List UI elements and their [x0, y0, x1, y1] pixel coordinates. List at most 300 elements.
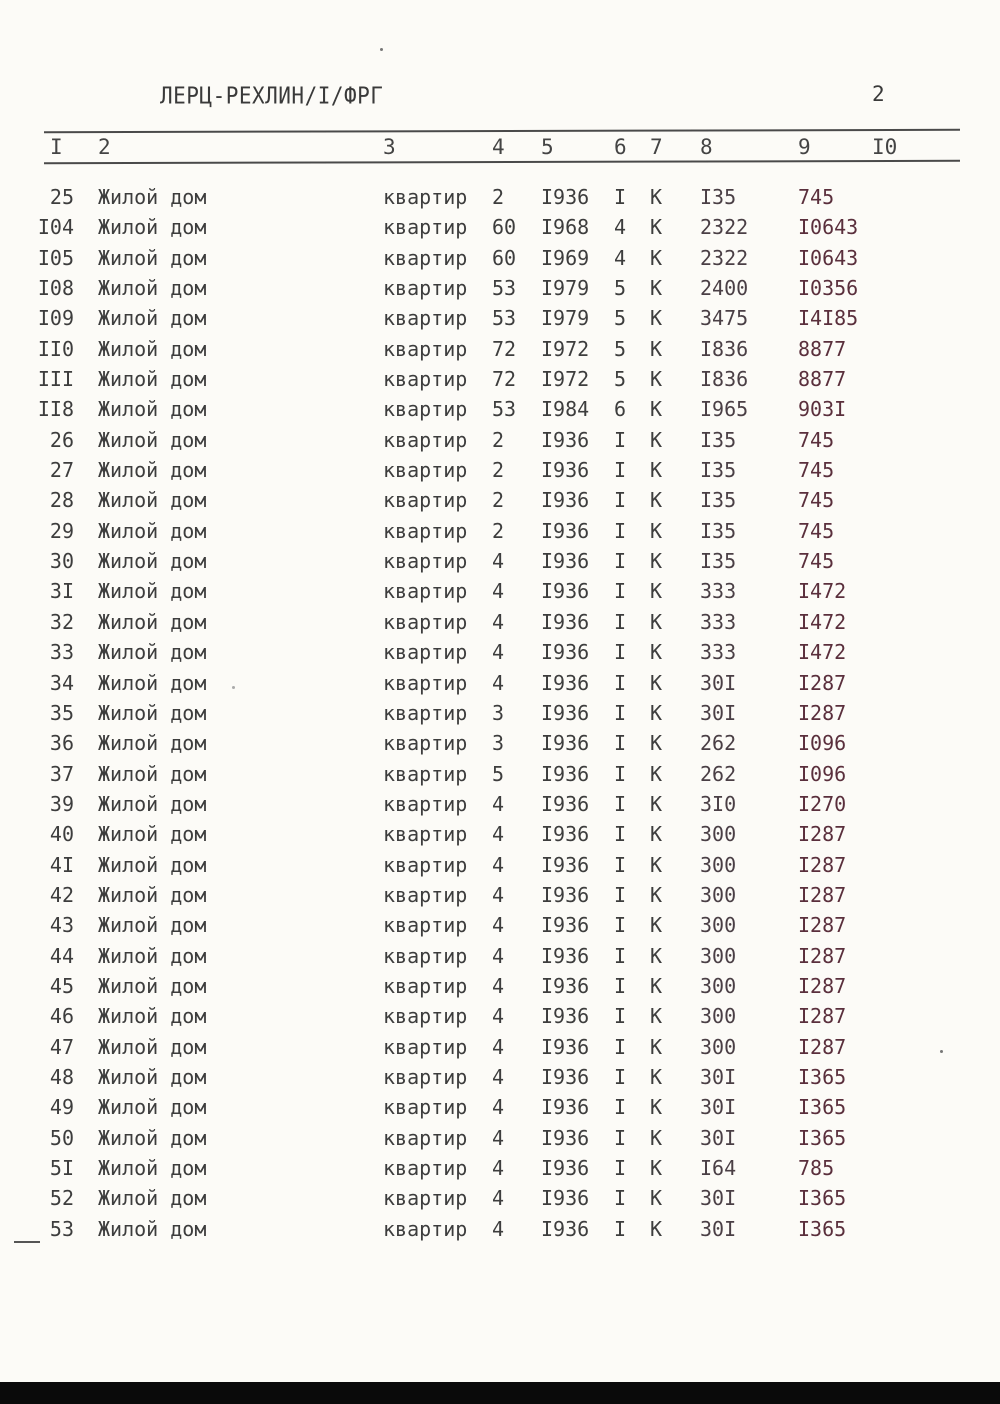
table-row [0, 671, 1000, 701]
unit-type: квартир [383, 488, 468, 513]
unit-type: квартир [383, 973, 468, 998]
apartment-count: 72 [492, 367, 517, 392]
floors: I [614, 1156, 627, 1180]
paper-speck [232, 686, 235, 689]
floors: I [614, 579, 627, 604]
volume-value: I0356 [798, 276, 859, 301]
paper-speck [940, 1050, 943, 1053]
floors: I [614, 1034, 627, 1059]
build-year: I936 [541, 1156, 590, 1180]
area-value: I35 [700, 488, 737, 513]
volume-value: I287 [798, 852, 847, 877]
unit-type: квартир [383, 609, 468, 634]
row-number: 33 [49, 640, 74, 665]
material-code: К [650, 397, 663, 422]
table-row [0, 913, 1000, 943]
floors: I [614, 852, 627, 877]
build-year: I936 [541, 943, 590, 968]
table-row [0, 822, 1000, 852]
area-value: 333 [700, 609, 737, 634]
volume-value: I365 [798, 1125, 847, 1150]
unit-type: квартир [383, 913, 468, 938]
volume-value: I0643 [798, 245, 859, 270]
apartment-count: 4 [492, 1156, 505, 1180]
area-value: I836 [700, 336, 749, 361]
apartment-count: 2 [492, 185, 505, 209]
building-name: Жилой дом [98, 670, 207, 695]
building-name: Жилой дом [98, 700, 207, 725]
floors: I [614, 882, 627, 907]
floors: I [614, 1095, 627, 1120]
volume-value: I287 [798, 1004, 847, 1029]
row-number: 5I [49, 1156, 74, 1180]
area-value: I35 [700, 549, 737, 574]
apartment-count: 4 [492, 973, 505, 998]
row-number: 52 [49, 1186, 74, 1211]
table-row [0, 1065, 1000, 1095]
floors: I [614, 943, 627, 968]
material-code: К [650, 1216, 663, 1241]
volume-value: I287 [798, 913, 847, 938]
area-value: 30I [700, 1186, 737, 1211]
row-number: 47 [49, 1034, 74, 1059]
unit-type: квартир [383, 1186, 468, 1211]
material-code: К [650, 852, 663, 877]
column-header-1: I [50, 135, 63, 159]
table-row [0, 579, 1000, 609]
floors: I [614, 761, 627, 786]
floors: I [614, 427, 627, 452]
unit-type: квартир [383, 1156, 468, 1180]
table-row [0, 549, 1000, 579]
build-year: I936 [541, 791, 590, 816]
area-value: 300 [700, 973, 737, 998]
material-code: К [650, 1125, 663, 1150]
area-value: 300 [700, 1034, 737, 1059]
table-row [0, 367, 1000, 397]
building-name: Жилой дом [98, 882, 207, 907]
material-code: К [650, 1156, 663, 1180]
row-number: 28 [49, 488, 74, 513]
row-number: 37 [49, 761, 74, 786]
volume-value: I287 [798, 1034, 847, 1059]
material-code: К [650, 215, 663, 240]
floors: 5 [614, 336, 627, 361]
floors: I [614, 1125, 627, 1150]
area-value: 300 [700, 943, 737, 968]
table-row [0, 246, 1000, 276]
floors: I [614, 609, 627, 634]
material-code: К [650, 276, 663, 301]
build-year: I936 [541, 458, 590, 483]
table-row [0, 944, 1000, 974]
unit-type: квартир [383, 397, 468, 422]
table-row [0, 306, 1000, 336]
material-code: К [650, 791, 663, 816]
unit-type: квартир [383, 852, 468, 877]
page-number: 2 [872, 82, 885, 106]
table-row [0, 428, 1000, 458]
unit-type: квартир [383, 670, 468, 695]
building-name: Жилой дом [98, 1034, 207, 1059]
building-name: Жилой дом [98, 1064, 207, 1089]
table-row [0, 397, 1000, 427]
table-row [0, 276, 1000, 306]
building-name: Жилой дом [98, 306, 207, 331]
building-name: Жилой дом [98, 1216, 207, 1241]
material-code: К [650, 609, 663, 634]
area-value: 262 [700, 761, 737, 786]
column-header-5: 5 [541, 135, 554, 159]
table-row [0, 762, 1000, 792]
floors: I [614, 640, 627, 665]
unit-type: квартир [383, 1095, 468, 1120]
row-number: 29 [49, 518, 74, 543]
build-year: I936 [541, 427, 590, 452]
table-row [0, 1004, 1000, 1034]
apartment-count: 4 [492, 1095, 505, 1120]
area-value: 300 [700, 882, 737, 907]
floors: 4 [614, 215, 627, 240]
apartment-count: 4 [492, 913, 505, 938]
volume-value: 903I [798, 397, 847, 422]
apartment-count: 4 [492, 882, 505, 907]
apartment-count: 4 [492, 1034, 505, 1059]
build-year: I936 [541, 1216, 590, 1241]
area-value: 2322 [700, 245, 749, 270]
material-code: К [650, 822, 663, 847]
unit-type: квартир [383, 1064, 468, 1089]
table-row [0, 1126, 1000, 1156]
table-body [0, 185, 1000, 1247]
table-row [0, 731, 1000, 761]
volume-value: I096 [798, 761, 847, 786]
build-year: I936 [541, 700, 590, 725]
building-name: Жилой дом [98, 943, 207, 968]
apartment-count: 60 [492, 215, 517, 240]
build-year: I968 [541, 215, 590, 240]
build-year: I936 [541, 1095, 590, 1120]
row-number: 49 [49, 1095, 74, 1120]
build-year: I936 [541, 973, 590, 998]
volume-value: 745 [798, 427, 835, 452]
building-name: Жилой дом [98, 1186, 207, 1211]
building-name: Жилой дом [98, 1156, 207, 1180]
table-row [0, 458, 1000, 488]
material-code: К [650, 670, 663, 695]
material-code: К [650, 185, 663, 209]
material-code: К [650, 1095, 663, 1120]
material-code: К [650, 336, 663, 361]
table-row [0, 215, 1000, 245]
floors: I [614, 670, 627, 695]
unit-type: квартир [383, 1034, 468, 1059]
building-name: Жилой дом [98, 1095, 207, 1120]
area-value: 333 [700, 640, 737, 665]
area-value: 30I [700, 1216, 737, 1241]
apartment-count: 53 [492, 397, 517, 422]
row-number: 43 [49, 913, 74, 938]
build-year: I972 [541, 336, 590, 361]
build-year: I936 [541, 1004, 590, 1029]
column-header-6: 6 [614, 135, 627, 159]
build-year: I936 [541, 852, 590, 877]
row-number: 3I [49, 579, 74, 604]
area-value: I35 [700, 518, 737, 543]
table-row [0, 853, 1000, 883]
apartment-count: 4 [492, 1064, 505, 1089]
building-name: Жилой дом [98, 488, 207, 513]
floors: I [614, 731, 627, 756]
building-name: Жилой дом [98, 367, 207, 392]
building-name: Жилой дом [98, 518, 207, 543]
unit-type: квартир [383, 1004, 468, 1029]
volume-value: I472 [798, 609, 847, 634]
building-name: Жилой дом [98, 245, 207, 270]
build-year: I979 [541, 306, 590, 331]
building-name: Жилой дом [98, 822, 207, 847]
build-year: I936 [541, 1186, 590, 1211]
volume-value: 8877 [798, 367, 847, 392]
material-code: К [650, 882, 663, 907]
table-row [0, 337, 1000, 367]
volume-value: 745 [798, 185, 835, 209]
table-top-rule [44, 129, 960, 133]
row-number: 53 [49, 1216, 74, 1241]
volume-value: I287 [798, 700, 847, 725]
volume-value: I096 [798, 731, 847, 756]
build-year: I979 [541, 276, 590, 301]
build-year: I936 [541, 579, 590, 604]
volume-value: I270 [798, 791, 847, 816]
material-code: К [650, 1004, 663, 1029]
volume-value: 745 [798, 549, 835, 574]
table-row [0, 1156, 1000, 1186]
floors: I [614, 518, 627, 543]
material-code: К [650, 427, 663, 452]
unit-type: квартир [383, 549, 468, 574]
build-year: I936 [541, 488, 590, 513]
column-header-2: 2 [98, 135, 111, 159]
floors: I [614, 822, 627, 847]
building-name: Жилой дом [98, 609, 207, 634]
paper-speck [380, 48, 383, 51]
build-year: I972 [541, 367, 590, 392]
building-name: Жилой дом [98, 427, 207, 452]
apartment-count: 3 [492, 731, 505, 756]
apartment-count: 4 [492, 943, 505, 968]
floors: I [614, 1216, 627, 1241]
building-name: Жилой дом [98, 761, 207, 786]
floors: I [614, 973, 627, 998]
table-header [0, 135, 1000, 161]
floors: I [614, 1064, 627, 1089]
volume-value: I287 [798, 882, 847, 907]
volume-value: 8877 [798, 336, 847, 361]
apartment-count: 2 [492, 488, 505, 513]
build-year: I936 [541, 640, 590, 665]
area-value: 300 [700, 913, 737, 938]
row-number: 45 [49, 973, 74, 998]
build-year: I936 [541, 822, 590, 847]
material-code: К [650, 640, 663, 665]
unit-type: квартир [383, 700, 468, 725]
area-value: 300 [700, 852, 737, 877]
unit-type: квартир [383, 822, 468, 847]
volume-value: I365 [798, 1064, 847, 1089]
column-header-3: 3 [383, 135, 396, 159]
volume-value: I287 [798, 822, 847, 847]
apartment-count: 4 [492, 1186, 505, 1211]
floors: I [614, 913, 627, 938]
area-value: 333 [700, 579, 737, 604]
table-row [0, 610, 1000, 640]
material-code: К [650, 245, 663, 270]
row-number: 46 [49, 1004, 74, 1029]
scan-border [0, 1382, 1000, 1404]
build-year: I936 [541, 185, 590, 209]
floors: 4 [614, 245, 627, 270]
apartment-count: 5 [492, 761, 505, 786]
build-year: I936 [541, 1064, 590, 1089]
unit-type: квартир [383, 882, 468, 907]
area-value: 30I [700, 670, 737, 695]
apartment-count: 60 [492, 245, 517, 270]
table-row [0, 640, 1000, 670]
floors: I [614, 488, 627, 513]
building-name: Жилой дом [98, 185, 207, 209]
table-row [0, 1095, 1000, 1125]
volume-value: I472 [798, 640, 847, 665]
row-number: 4I [49, 852, 74, 877]
volume-value: 785 [798, 1156, 835, 1180]
apartment-count: 4 [492, 579, 505, 604]
table-row [0, 1035, 1000, 1065]
building-name: Жилой дом [98, 215, 207, 240]
area-value: 3475 [700, 306, 749, 331]
row-number: 27 [49, 458, 74, 483]
volume-value: I472 [798, 579, 847, 604]
row-number: 44 [49, 943, 74, 968]
apartment-count: 4 [492, 670, 505, 695]
material-code: К [650, 973, 663, 998]
apartment-count: 4 [492, 609, 505, 634]
unit-type: квартир [383, 336, 468, 361]
material-code: К [650, 306, 663, 331]
build-year: I936 [541, 609, 590, 634]
row-number: 36 [49, 731, 74, 756]
table-row [0, 1186, 1000, 1216]
row-number: 40 [49, 822, 74, 847]
row-number: 39 [49, 791, 74, 816]
row-number: I09 [37, 306, 74, 331]
column-header-10: I0 [872, 135, 898, 159]
area-value: I35 [700, 427, 737, 452]
building-name: Жилой дом [98, 1004, 207, 1029]
table-row [0, 792, 1000, 822]
apartment-count: 72 [492, 336, 517, 361]
unit-type: квартир [383, 185, 468, 209]
material-code: К [650, 943, 663, 968]
floors: 5 [614, 367, 627, 392]
document-title: ЛЕРЦ-РЕХЛИН/I/ФРГ [160, 82, 384, 110]
row-number: 26 [49, 427, 74, 452]
building-name: Жилой дом [98, 852, 207, 877]
row-number: 42 [49, 882, 74, 907]
building-name: Жилой дом [98, 579, 207, 604]
volume-value: I0643 [798, 215, 859, 240]
row-number: I04 [37, 215, 74, 240]
floors: 6 [614, 397, 627, 422]
area-value: 300 [700, 1004, 737, 1029]
floors: I [614, 791, 627, 816]
area-value: 30I [700, 1095, 737, 1120]
volume-value: I287 [798, 943, 847, 968]
apartment-count: 3 [492, 700, 505, 725]
area-value: I64 [700, 1156, 737, 1180]
building-name: Жилой дом [98, 336, 207, 361]
building-name: Жилой дом [98, 397, 207, 422]
unit-type: квартир [383, 306, 468, 331]
row-number: III [37, 367, 74, 392]
table-row [0, 519, 1000, 549]
building-name: Жилой дом [98, 973, 207, 998]
volume-value: 745 [798, 458, 835, 483]
volume-value: I4I85 [798, 306, 859, 331]
floors: I [614, 549, 627, 574]
column-header-9: 9 [798, 135, 811, 159]
area-value: 2400 [700, 276, 749, 301]
row-number: 34 [49, 670, 74, 695]
material-code: К [650, 518, 663, 543]
material-code: К [650, 761, 663, 786]
building-name: Жилой дом [98, 913, 207, 938]
apartment-count: 2 [492, 427, 505, 452]
unit-type: квартир [383, 731, 468, 756]
unit-type: квартир [383, 276, 468, 301]
unit-type: квартир [383, 761, 468, 786]
volume-value: 745 [798, 518, 835, 543]
building-name: Жилой дом [98, 640, 207, 665]
apartment-count: 4 [492, 1004, 505, 1029]
volume-value: I365 [798, 1095, 847, 1120]
material-code: К [650, 1034, 663, 1059]
table-row [0, 974, 1000, 1004]
column-header-4: 4 [492, 135, 505, 159]
apartment-count: 4 [492, 791, 505, 816]
building-name: Жилой дом [98, 276, 207, 301]
volume-value: I365 [798, 1186, 847, 1211]
unit-type: квартир [383, 215, 468, 240]
material-code: К [650, 458, 663, 483]
floors: I [614, 458, 627, 483]
row-number: 25 [49, 185, 74, 209]
area-value: 3I0 [700, 791, 737, 816]
row-number: 48 [49, 1064, 74, 1089]
build-year: I936 [541, 1125, 590, 1150]
apartment-count: 2 [492, 518, 505, 543]
table-row [0, 1217, 1000, 1247]
floors: I [614, 185, 627, 209]
area-value: 300 [700, 822, 737, 847]
building-name: Жилой дом [98, 731, 207, 756]
volume-value: I287 [798, 670, 847, 695]
area-value: I35 [700, 458, 737, 483]
build-year: I936 [541, 731, 590, 756]
material-code: К [650, 1186, 663, 1211]
apartment-count: 53 [492, 306, 517, 331]
row-number: 35 [49, 700, 74, 725]
